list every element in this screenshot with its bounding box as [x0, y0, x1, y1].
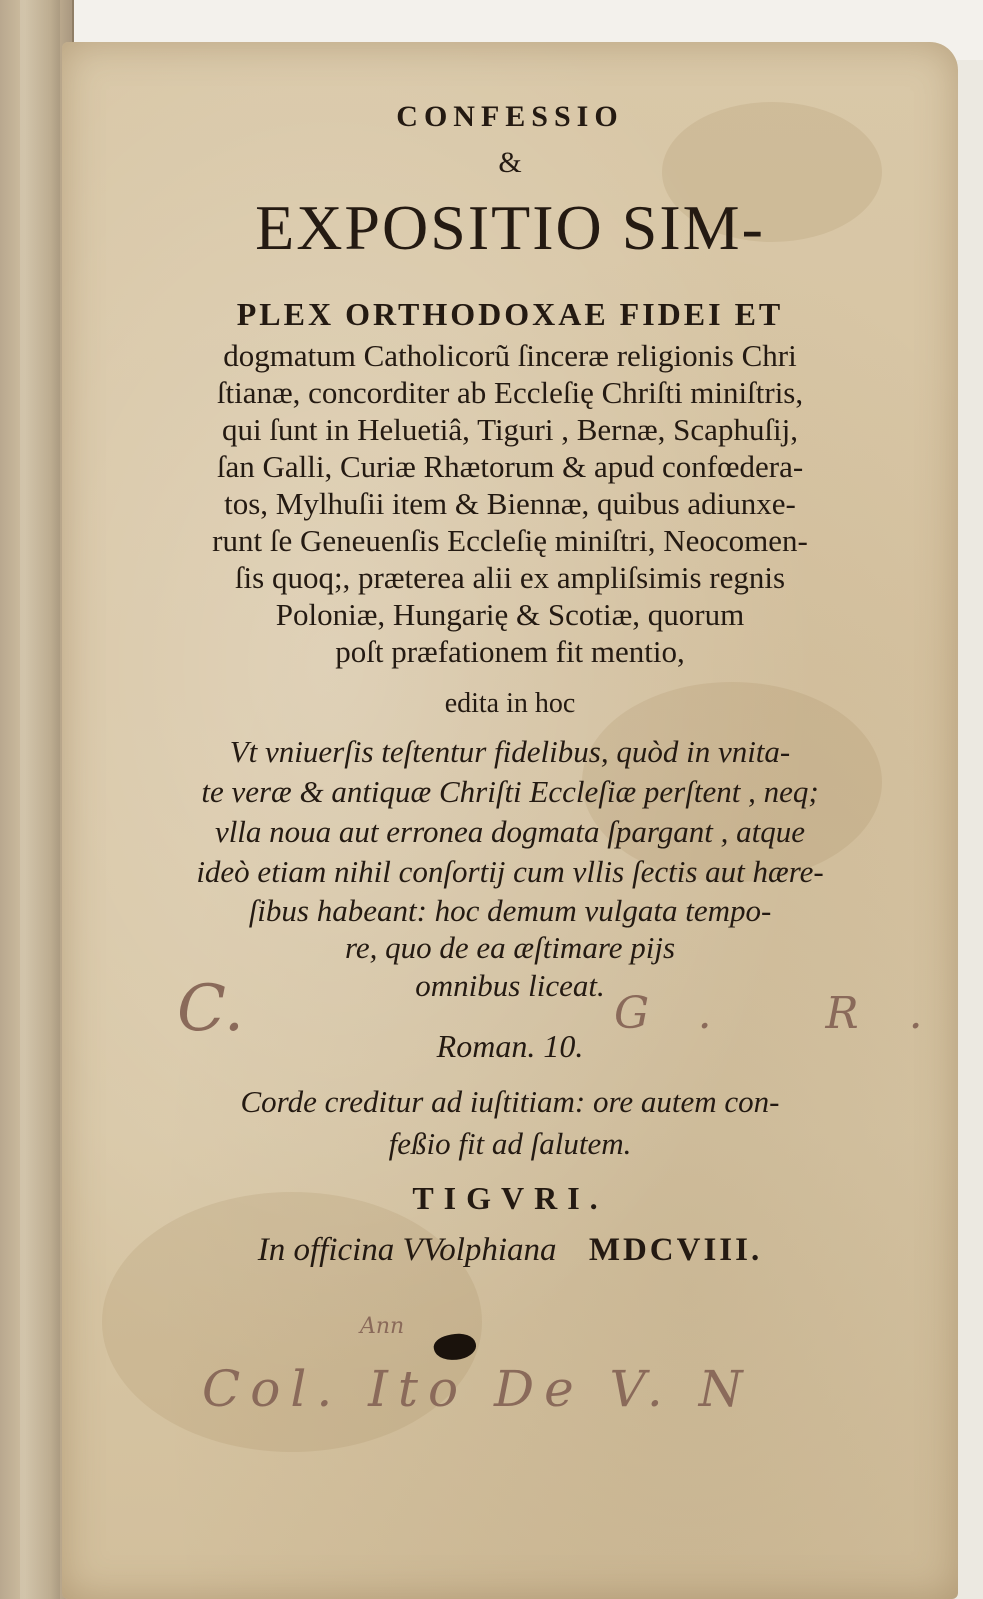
body-line: Poloniæ, Hungarię & Scotiæ, quorum [275, 597, 745, 632]
heading-ampersand: & [498, 146, 522, 179]
imprint-city: TIGVRI. [412, 1180, 608, 1216]
quote-line: feßio fit ad ſalutem. [388, 1126, 632, 1161]
page-edges [20, 0, 60, 1599]
heading-expositio: EXPOSITIO SIM- [255, 192, 765, 263]
body-line: dogmatum Catholicorũ ſinceræ religionis Chri [223, 338, 797, 373]
italic-line: ſibus habeant: hoc demum vulgata tempo- [248, 893, 772, 928]
manuscript-mark-left: C. [177, 972, 245, 1046]
body-line: runt ſe Geneuenſis Eccleſię miniſtri, Neocomen- [212, 523, 808, 558]
italic-line: vlla noua aut erronea dogmata ſpargant , atque [214, 814, 806, 849]
italic-line: Vt vniuerſis teſtentur fidelibus, quòd in vnita- [229, 734, 791, 769]
italic-line: omnibus liceat. [415, 968, 605, 1003]
imprint-year: MDCVIII. [588, 1232, 763, 1268]
body-line: poſt præfationem fit mentio, [335, 634, 685, 669]
imprint-printer: In officina VVolphiana [257, 1232, 557, 1268]
body-line: ſan Galli, Curiæ Rhætorum & apud confœdera- [216, 449, 804, 484]
quote-line: Corde creditur ad iuſtitiam: ore autem con- [240, 1084, 780, 1119]
title-page [62, 42, 973, 1599]
italic-line: ideò etiam nihil conſortij cum vllis ſectis aut hære- [196, 854, 824, 889]
citation: Roman. 10. [436, 1028, 584, 1064]
italic-line: re, quo de ea æſtimare pijs [344, 930, 676, 965]
body-line: tos, Mylhuſii item & Biennæ, quibus adiunxe- [224, 486, 796, 521]
heading-confessio: CONFESSIO [396, 100, 624, 133]
manuscript-note-top: Ann [360, 1314, 405, 1339]
imprint-line [62, 1234, 958, 1267]
manuscript-mark-right: G. R. [614, 988, 973, 1039]
body-line: ſtianæ, concorditer ab Eccleſię Chriſti miniſtris, [216, 375, 804, 410]
italic-line: te veræ & antiquæ Chriſti Eccleſiæ perſtent , neq; [201, 774, 819, 809]
body-line: ſis quoq;, præterea alii ex ampliſsimis regnis [234, 560, 786, 595]
edita-line: edita in hoc [444, 688, 576, 719]
heading-orthodoxae: PLEX ORTHODOXAE FIDEI ET [236, 296, 784, 332]
manuscript-note-bottom: Col. Ito De V. N [202, 1360, 753, 1418]
body-line: qui ſunt in Heluetiâ, Tiguri , Bernæ, Scaphuſij, [221, 412, 799, 447]
